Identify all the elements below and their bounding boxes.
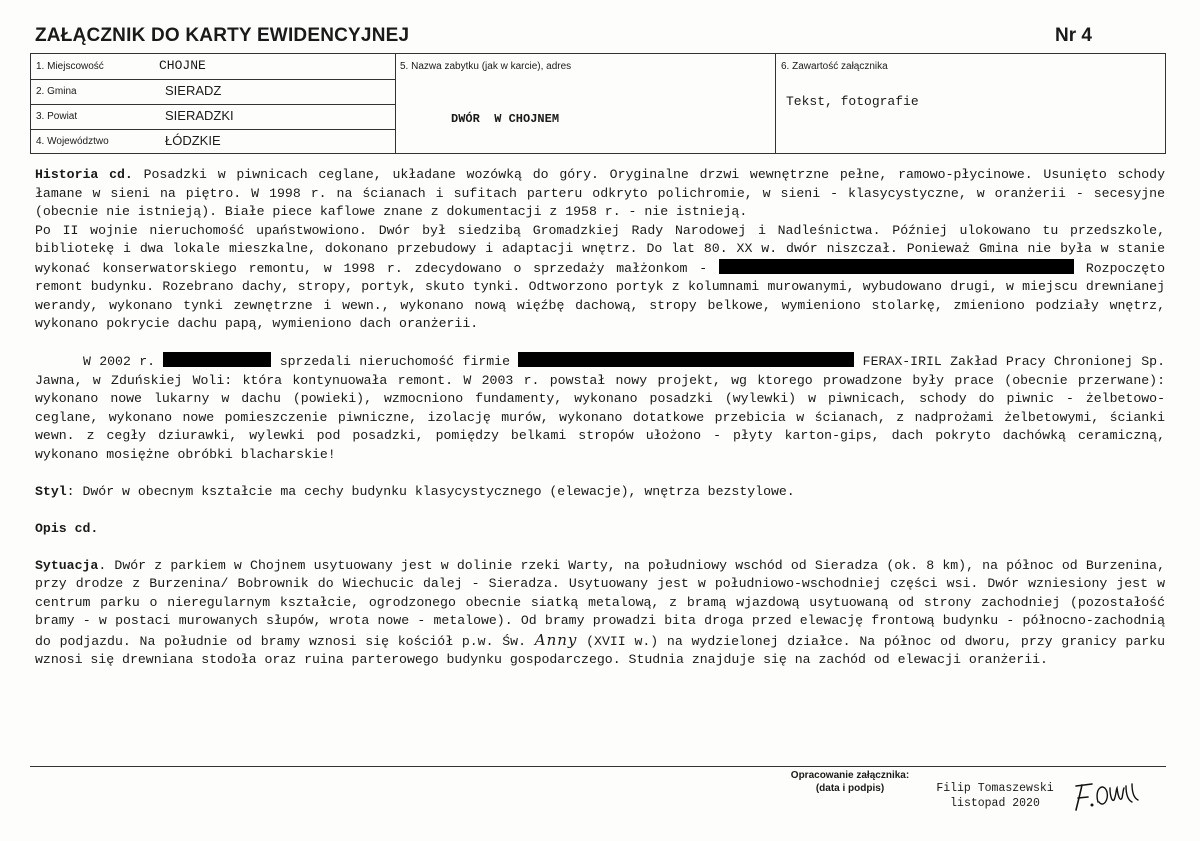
field-label-gmina: 2. Gmina: [36, 86, 77, 97]
historia-paragraph-2: Po II wojnie nieruchomość upaństwowiono. Dwór był siedzibą Gromadzkiej Rady Narodowej i Nadleśnictwa. Później ulokowano tu przedszkole, bibliotekę i dwa lokale mieszkalne, dokonano przebudowy i adaptacji wnętrz. Do lat 80. XX w. dwór niszczał. Ponieważ Gmina nie była w stanie wykonać konserwatorskiego remontu, w 1998 r. zdecydowano o sprzedaży małżonkom - Rozpoczęto remont budynku. Rozebrano dachy, stropy, portyk, skuto tynki. Odtworzono portyk z kolumnami murowanymi, wybudowano drugi, w miejscu drewnianej werandy, wykonano tynki zewnętrzne i wewn., wykonano nową więźbę dachową, stropy belkowe, wymieniono stolarkę, zmieniono podziały wnętrz, wykonano pokrycie dachu papą, wymieniono dach oranżerii.: [35, 222, 1165, 331]
styl-heading: Styl: [35, 483, 67, 499]
field-value-wojewodztwo: ŁÓDZKIE: [165, 133, 221, 148]
grid-row-line: [31, 79, 395, 80]
document-body: [35, 166, 1165, 670]
document-title: ZAŁĄCZNIK DO KARTY EWIDENCYJNEJ: [35, 25, 410, 46]
field-label-miejscowosc: 1. Miejscowość: [36, 61, 104, 72]
sytuacja-paragraph: Sytuacja. Dwór z parkiem w Chojnem usytuowany jest w dolinie rzeki Warty, na południowy wschód od Sieradza (ok. 8 km), na północ od Burzenina, przy drodze z Burzenina/ Bobrownik do Wiechucic dalej - Sieradza. Usytuowany jest w południowo-wschodniej części wsi. Dwór wzniesiony jest w centrum parku o nieregularnym kształcie, ogrodzonego obecnie siatką metalową, z bramą wjazdową usytuowaną od strony zachodniej (pozostałość bramy - w postaci murowanych słupów, wrota nowe - metalowe). Od bramy prowadzi bita droga przed elewację frontową budynku - północno-zachodnią do podjazdu. Na południe od bramy wznosi się kościół p.w. Św. Anny (XVII w.) na wydzielonej działce. Na północ od dworu, przy granicy parku wznosi się drewniana stodoła oraz ruina parterowego budynku gospodarczego. Studnia znajduje się na zachód od elewacji oranżerii.: [35, 557, 1166, 667]
field-value-powiat: SIERADZKI: [165, 108, 234, 123]
field-value-zawartosc: Tekst, fotografie: [786, 94, 919, 109]
grid-row-line: [31, 104, 395, 105]
author-name: Filip Tomaszewski: [936, 782, 1054, 795]
historia-heading: Historia cd.: [35, 167, 133, 182]
grid-divider: [395, 54, 396, 153]
redaction-block: [719, 259, 1074, 274]
field-value-miejscowosc: CHOJNE: [159, 58, 206, 73]
metadata-grid: [30, 53, 1166, 154]
redaction-block: [163, 352, 271, 367]
redaction-block: [518, 352, 854, 367]
signature: [1070, 778, 1142, 814]
footer-label: Opracowanie załącznika: (data i podpis): [790, 770, 910, 794]
footer-rule: [30, 766, 1166, 767]
author-date: listopad 2020: [950, 797, 1040, 810]
historia-paragraph-1: Historia cd. Posadzki w piwnicach ceglane, układane wozówką do góry. Oryginalne drzwi wewnętrzne pełne, ramowo-płycinowe. Usunięto schody łamane w sieni na piętro. W 1998 r. na ścianach i sufitach parteru odkryto polichromie, w sieni - klasycystyczne, w oranżerii - secesyjne (obecnie nie istnieją). Białe piece kaflowe znane z dokumentacji z 1958 r. - nie istnieją.: [35, 167, 1165, 219]
field-value-gmina: SIERADZ: [165, 83, 222, 98]
styl-paragraph: Styl: Dwór w obecnym kształcie ma cechy budynku klasycystycznego (elewacje), wnętrza bezstylowe.: [35, 483, 795, 499]
field-label-zawartosc: 6. Zawartość załącznika: [781, 61, 888, 72]
field-label-powiat: 3. Powiat: [36, 111, 78, 122]
field-label-nazwa: 5. Nazwa zabytku (jak w karcie), adres: [400, 61, 572, 72]
handwritten-insert: Anny: [534, 630, 578, 649]
footer-author: [925, 781, 1065, 811]
field-value-nazwa: DWÓR W CHOJNEM: [451, 112, 560, 126]
field-label-wojewodztwo: 4. Województwo: [36, 136, 109, 147]
opis-heading: Opis cd.: [35, 520, 99, 536]
sytuacja-heading: Sytuacja: [35, 557, 99, 573]
grid-row-line: [31, 129, 395, 130]
grid-divider: [775, 54, 776, 153]
historia-paragraph-3: W 2002 r. sprzedali nieruchomość firmie FERAX-IRIL Zakład Pracy Chronionej Sp. Jawna, w Zduńskiej Woli: która kontynuowała remont. W 2003 r. powstał nowy projekt, wg ktorego prowadzone były prace (obecnie przerwane): wykonano nowe lukarny w dachu (powieki), wzmocniono fundamenty, wykonano posadzki (wylewki) w piwnicach, schody do piwnic - żelbetowo- ceglane, wykonano nowe pomieszczenie piwniczne, izolację murów, wykonano dotatkowe przebicia w ścianach, z nadprożami żelbetowymi, ścianki wewn. z cegły dziurawki, wylewki pod posadzki, pomiędzy belkami stropów ułożono - płyty karton-gips, dach pokryto dachówką ceramiczną, wykonano mosiężne obróbki blacharskie!: [35, 354, 1166, 462]
document-number: Nr 4: [1055, 25, 1092, 46]
